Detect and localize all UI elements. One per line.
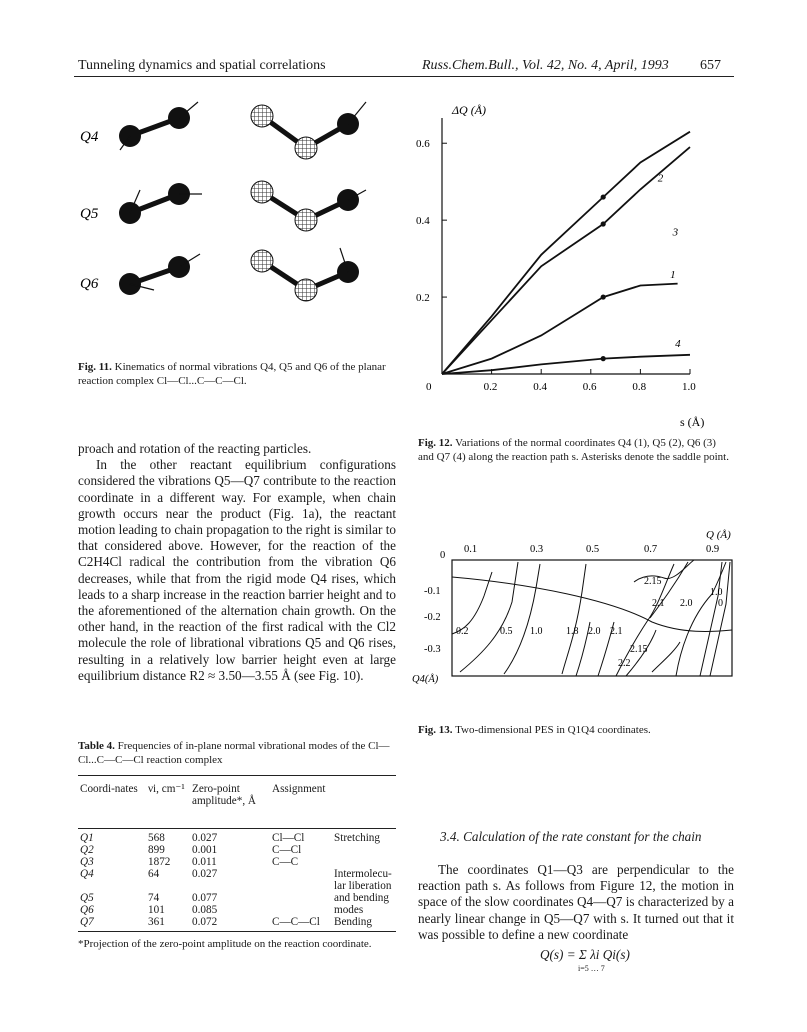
x-tick-label: 0 <box>426 381 432 393</box>
table-cell: 101 <box>148 904 165 916</box>
y-tick-label: 0.2 <box>416 292 430 305</box>
table4-header-0: Coordi-nates <box>80 783 138 795</box>
header-rule <box>74 76 734 77</box>
table-cell: 0.077 <box>192 892 218 904</box>
table4-title-text: Frequencies of in-plane normal vibrational modes of the Cl—Cl...C—C—Cl reaction complex <box>78 740 390 766</box>
right-paragraph: The coordinates Q1—Q3 are perpendicular to the reaction path s. As follows from Figure 12, the motion in space of the slow coordinates Q4—Q7 is characterized by a nearly linear change in Q5—Q7 with s. It turned out that it was possible to define a new coordinate <box>418 862 734 942</box>
page-number: 657 <box>700 58 721 73</box>
fig13-contour-label-6: 0.5 <box>500 626 513 637</box>
fig13-contour-label-3: 2.0 <box>680 598 693 609</box>
table-cell <box>272 868 334 880</box>
table-row <box>80 880 396 892</box>
fig13-contour-label-2: 2.1 <box>652 598 665 609</box>
y-tick-label: 0.4 <box>416 215 430 228</box>
table-cell: Intermolecu- <box>334 868 392 880</box>
table-cell: Stretching <box>334 832 380 844</box>
table4-title-number: Table 4. <box>78 740 115 752</box>
fig13-xtick-1: 0.3 <box>530 544 544 555</box>
fig13-contour-label-5: 0.2 <box>456 626 469 637</box>
table4-footnote: *Projection of the zero-point amplitude on the reaction coordinate. <box>78 938 372 950</box>
table-cell: modes <box>334 904 364 916</box>
table-cell: 64 <box>148 868 160 880</box>
series-label-3: 3 <box>672 226 679 239</box>
table-cell <box>334 844 396 856</box>
table-cell: Q3 <box>80 856 94 868</box>
series-line-3 <box>442 147 690 374</box>
table-cell: Q4 <box>80 868 94 880</box>
table-cell: Bending <box>334 916 372 928</box>
table4-body <box>80 832 396 928</box>
saddle-point-marker <box>601 194 606 199</box>
x-tick-label: 0.8 <box>632 381 647 393</box>
fig12-xlabel: s (Å) <box>680 415 705 429</box>
table-cell: 1872 <box>148 856 171 868</box>
fig12-series <box>442 132 690 374</box>
table-cell: 74 <box>148 892 160 904</box>
fig12-caption-text: Variations of the normal coordinates Q4 (1), Q5 (2), Q6 (3) and Q7 (4) along the reaction path s. Asterisks denote the saddle point. <box>418 437 729 463</box>
table-cell <box>192 880 272 892</box>
fig13-frame <box>452 560 732 676</box>
fig13-contours <box>452 560 732 676</box>
fig13-ytick-0: 0 <box>440 550 446 561</box>
table-cell: Q2 <box>80 844 94 856</box>
running-title: Tunneling dynamics and spatial correlations <box>78 58 326 73</box>
table-cell: and bending <box>334 892 389 904</box>
left-paragraph-2: In the other reactant equilibrium configurations considered the vibrations Q5—Q7 contribute to the reaction coordinate in a different way. For example, when chain growth occurs near the product (Fig. 1a), the reactant motion leading to chain propagation to the right is similar to that considered above. However, for the reaction of the C2H4Cl radical the contribution from the vibration Q6 decreases, while that from the rigid mode Q4 rises, which leads to a sharp increase in the reaction barrier height and to the aforementioned of the alternation chain growth. On the other hand, in the reaction of the first radical with the Cl2 molecule the role of librational vibrations Q5 and Q6 rises, resulting in a relatively low barrier height even at large equilibrium distance R2 ≈ 3.50—3.55 Å (see Fig. 10). <box>78 457 396 683</box>
table-row <box>80 904 396 916</box>
table-row <box>80 832 396 844</box>
saddle-point-marker <box>601 221 606 226</box>
fig13-contour-label-0: 2.15 <box>644 576 662 587</box>
figure-13-contour <box>412 522 734 692</box>
fig12-ylabel: ΔQ (Å) <box>452 103 487 117</box>
series-label-1: 1 <box>670 268 676 281</box>
table-row <box>80 916 396 928</box>
table4-header-1: νi, cm⁻¹ <box>148 783 185 795</box>
fig13-contour-label-1: 1.0 <box>710 587 723 598</box>
table-cell: C—C <box>272 856 299 868</box>
fig11-caption <box>78 361 398 388</box>
table-cell: 0.027 <box>192 832 218 844</box>
figure-11 <box>74 96 404 306</box>
fig13-ytick-1: -0.1 <box>424 586 441 597</box>
fig13-contour-label-8: 1.8 <box>566 626 579 637</box>
table-cell: C—C—Cl <box>272 916 320 928</box>
formula: Q(s) = Σ λi Qi(s) <box>540 947 630 962</box>
table-row <box>80 868 396 880</box>
fig13-caption <box>418 724 651 738</box>
fig11-label-q5: Q5 <box>80 206 99 222</box>
table-cell: Q6 <box>80 904 94 916</box>
table-cell: Q7 <box>80 916 94 928</box>
fig13-caption-number: Fig. 13. <box>418 724 453 736</box>
table-cell: 0.072 <box>192 916 218 928</box>
fig13-contour-label-4: 0 <box>718 598 723 609</box>
table-cell: 361 <box>148 916 165 928</box>
table-cell: 0.027 <box>192 868 218 880</box>
table4-title <box>78 740 396 767</box>
y-tick-label: 0.6 <box>416 138 430 151</box>
fig11-label-q4: Q4 <box>80 129 99 145</box>
table4-header-3: Assignment <box>272 783 326 795</box>
table4-header-2: Zero-point amplitude*, Å <box>192 783 257 807</box>
table-cell: 568 <box>148 832 165 844</box>
fig13-xtick-2: 0.5 <box>586 544 600 555</box>
table-cell: Q5 <box>80 892 94 904</box>
left-paragraph-1: proach and rotation of the reacting particles. <box>78 441 312 456</box>
fig13-caption-text: Two-dimensional PES in Q1Q4 coordinates. <box>455 724 651 736</box>
fig13-ytick-2: -0.2 <box>424 612 441 623</box>
table-cell: C—Cl <box>272 844 302 856</box>
fig12-caption-number: Fig. 12. <box>418 437 453 449</box>
series-line-2 <box>442 132 690 374</box>
table4-top-rule <box>78 775 396 776</box>
fig11-caption-number: Fig. 11. <box>78 361 112 373</box>
x-tick-label: 0.4 <box>533 381 547 393</box>
table-cell: 0.011 <box>192 856 217 868</box>
table-cell <box>272 880 334 892</box>
table-cell: lar liberation <box>334 880 392 892</box>
fig12-caption <box>418 437 734 464</box>
table-cell: 0.085 <box>192 904 218 916</box>
table-row <box>80 856 396 868</box>
table-cell: 0.001 <box>192 844 218 856</box>
saddle-point-marker <box>601 356 606 361</box>
journal-citation: Russ.Chem.Bull., Vol. 42, No. 4, April, 1993 <box>422 58 669 73</box>
series-line-4 <box>442 355 690 374</box>
table-cell <box>334 856 396 868</box>
fig13-contour-label-11: 2.15 <box>630 644 648 655</box>
fig13-xtick-0: 0.1 <box>464 544 478 555</box>
fig13-contour-label-9: 2.0 <box>588 626 601 637</box>
fig13-yunit: Q4(Å) <box>412 674 439 685</box>
table4-mid-rule <box>78 828 396 829</box>
table4-header <box>80 783 396 807</box>
table-cell <box>148 880 192 892</box>
fig13-contour-label-7: 1.0 <box>530 626 543 637</box>
fig11-label-q6: Q6 <box>80 276 99 292</box>
section-heading: 3.4. Calculation of the rate constant for the chain <box>440 829 702 844</box>
table-cell <box>80 880 148 892</box>
table-row <box>80 844 396 856</box>
series-label-4: 4 <box>675 338 681 351</box>
fig11-caption-text: Kinematics of normal vibrations Q4, Q5 and Q6 of the planar reaction complex Cl—Cl...C—C—Cl. <box>78 361 386 387</box>
fig13-xunit: Q (Å) <box>706 529 731 541</box>
series-line-1 <box>442 284 678 374</box>
left-body <box>78 441 396 684</box>
formula-limits: i=5 … 7 <box>578 964 605 973</box>
table4-bottom-rule <box>78 931 396 932</box>
x-tick-label: 1.0 <box>682 381 696 393</box>
x-tick-label: 0.6 <box>582 381 597 393</box>
table-cell <box>272 892 334 904</box>
fig13-ytick-3: -0.3 <box>424 644 441 655</box>
figure-12-chart <box>410 100 726 430</box>
fig13-xtick-3: 0.7 <box>644 544 658 555</box>
x-tick-label: 0.2 <box>483 381 498 393</box>
saddle-point-marker <box>601 294 606 299</box>
fig13-contour-label-12: 2.2 <box>618 658 631 669</box>
table-cell: Cl—Cl <box>272 832 305 844</box>
table-row <box>80 892 396 904</box>
series-label-2: 2 <box>657 172 664 185</box>
table-cell <box>272 904 334 916</box>
fig13-contour-label-10: 2.1 <box>610 626 623 637</box>
table-cell: Q1 <box>80 832 94 844</box>
table-cell: 899 <box>148 844 165 856</box>
fig13-xtick-4: 0.9 <box>706 544 720 555</box>
